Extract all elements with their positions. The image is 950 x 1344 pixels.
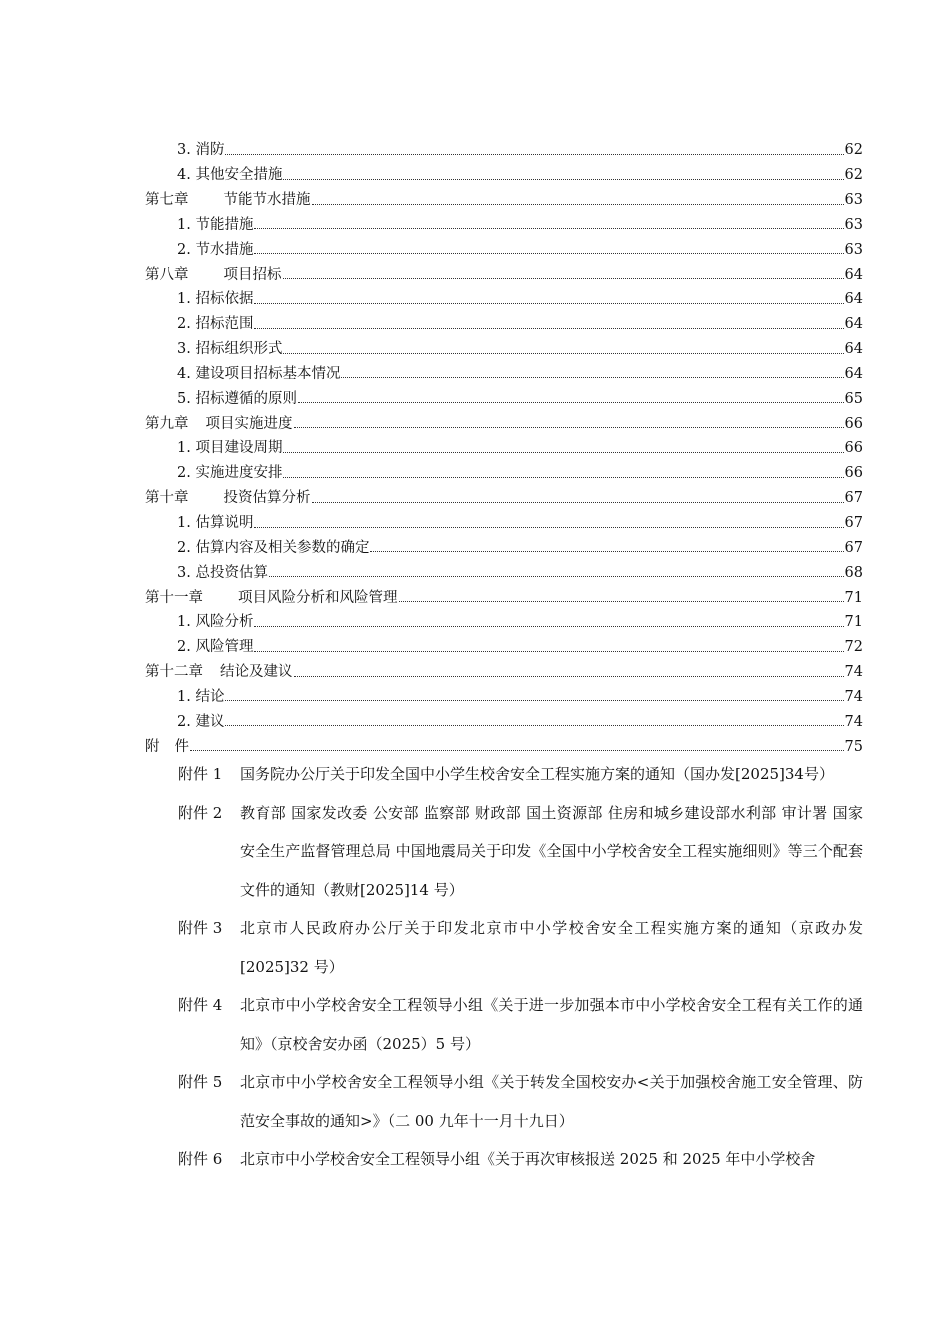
toc-chapter-row[interactable] (145, 729, 863, 754)
toc-section-row[interactable] (145, 555, 863, 580)
toc-section-row[interactable] (145, 332, 863, 357)
attachments-list (178, 755, 863, 1179)
toc-entry-title (145, 740, 189, 755)
toc-chapter-row[interactable] (145, 183, 863, 208)
toc-dot-leader (298, 402, 844, 403)
toc-chapter-title: 投资估算分析 (223, 490, 311, 507)
toc-page-number: 66 (844, 465, 863, 482)
toc-entry-title: 3. 总投资估算 (177, 564, 268, 581)
attachment-label: 附件 6 (178, 1150, 223, 1168)
toc-page-number: 62 (844, 167, 863, 184)
toc-page-number: 64 (844, 316, 863, 333)
toc-page-number: 66 (844, 440, 863, 457)
toc-chapter-title: 结论及建议 (220, 664, 293, 681)
toc-entry-title: 2. 实施进度安排 (177, 465, 283, 482)
attachment-text: 北京市人民政府办公厅关于印发北京市中小学校舍安全工程实施方案的通知（京政办发[2025]32 号） (240, 919, 863, 976)
attachment-item (178, 909, 863, 986)
toc-dot-leader (254, 228, 843, 229)
toc-entry-title: 1. 招标依据 (177, 291, 254, 308)
toc-section-row[interactable] (145, 431, 863, 456)
toc-dot-leader (269, 576, 844, 577)
toc-dot-leader (190, 750, 844, 751)
toc-dot-leader (254, 253, 843, 254)
toc-section-row[interactable] (145, 531, 863, 556)
attachment-text: 教育部 国家发改委 公安部 监察部 财政部 国土资源部 住房和城乡建设部水利部 审计署 国家安全生产监督管理总局 中国地震局关于印发《全国中小学校舍安全工程实施细则》等三个配套文件的通知（教财[2025]14 号） (240, 803, 863, 899)
toc-entry-title: 4. 其他安全措施 (177, 167, 283, 184)
toc-dot-leader (294, 676, 844, 677)
attachment-label: 附件 2 (178, 803, 223, 822)
toc-dot-leader (399, 601, 844, 602)
toc-section-row[interactable] (145, 307, 863, 332)
toc-page-number: 67 (844, 515, 863, 531)
toc-dot-leader (254, 328, 843, 329)
toc-chapter-title: 项目实施进度 (205, 415, 293, 432)
toc-page-number: 62 (844, 142, 863, 159)
toc-chapter-number: 第七章 (145, 192, 189, 209)
toc-section-row[interactable] (145, 208, 863, 233)
toc-entry-title: 1. 项目建设周期 (177, 440, 283, 457)
toc-page-number: 68 (844, 564, 863, 581)
toc-chapter-row[interactable] (145, 406, 863, 431)
toc-chapter-row[interactable] (145, 580, 863, 605)
toc-section-row[interactable] (145, 704, 863, 729)
attachment-text: 国务院办公厅关于印发全国中小学生校舍安全工程实施方案的通知（国办发[2025]34号） (240, 765, 834, 783)
toc-entry-title: 3. 招标组织形式 (177, 341, 283, 358)
attachment-label: 附件 4 (178, 996, 223, 1014)
attachment-label: 附件 3 (178, 919, 223, 937)
toc-section-row[interactable] (145, 158, 863, 183)
toc-dot-leader (283, 452, 843, 453)
attachment-label: 附件 5 (178, 1073, 223, 1091)
toc-page-number: 75 (844, 738, 863, 755)
toc-page-number: 65 (844, 390, 863, 407)
toc-section-row[interactable] (145, 456, 863, 481)
attachment-text: 北京市中小学校舍安全工程领导小组《关于转发全国校安办<关于加强校舍施工安全管理、防范安全事故的通知>》（二 00 九年十一月十九日） (240, 1073, 863, 1130)
toc-dot-leader (254, 626, 843, 627)
toc-section-row[interactable] (145, 232, 863, 257)
toc-page-number: 66 (844, 415, 863, 432)
toc-section-row[interactable] (145, 282, 863, 307)
toc-page-number: 64 (844, 266, 863, 283)
toc-dot-leader (254, 651, 843, 652)
toc-entry-title: 1. 结论 (177, 688, 225, 705)
toc-page-number: 71 (844, 614, 863, 631)
toc-entry-title (145, 193, 311, 208)
toc-dot-leader (370, 551, 843, 552)
toc-section-row[interactable] (145, 680, 863, 705)
toc-entry-title: 1. 风险分析 (177, 614, 254, 631)
toc-dot-leader (283, 278, 844, 279)
toc-chapter-number: 第十章 (145, 490, 189, 507)
toc-chapter-number: 第十二章 (145, 664, 203, 681)
attachment-text: 北京市中小学校舍安全工程领导小组《关于再次审核报送 2025 和 2025 年中小学校舍 (240, 1150, 816, 1168)
toc-section-row[interactable] (145, 506, 863, 531)
attachment-item (178, 794, 863, 910)
toc-section-row[interactable] (145, 133, 863, 158)
attachment-item (178, 1140, 863, 1179)
toc-section-row[interactable] (145, 381, 863, 406)
toc-dot-leader (225, 700, 843, 701)
toc-page-number: 74 (844, 713, 863, 730)
toc-dot-leader (225, 725, 843, 726)
toc-dot-leader (283, 477, 843, 478)
toc-page-number: 71 (844, 589, 863, 606)
toc-entry-title: 1. 节能措施 (177, 216, 254, 233)
attachment-text: 北京市中小学校舍安全工程领导小组《关于进一步加强本市中小学校舍安全工程有关工作的通知》（京校舍安办函（2025）5 号） (240, 996, 863, 1053)
toc-entry-title: 4. 建设项目招标基本情况 (177, 365, 341, 382)
toc-section-row[interactable] (145, 605, 863, 630)
toc-page-number: 64 (844, 341, 863, 358)
attachment-label: 附件 1 (178, 765, 223, 783)
toc-page-number: 74 (844, 688, 863, 705)
toc-entry-title (145, 665, 293, 680)
attachment-item (178, 755, 863, 794)
toc-dot-leader (225, 154, 843, 155)
toc-entry-title (145, 417, 293, 432)
attachment-item (178, 1063, 863, 1140)
toc-chapter-title: 项目招标 (223, 266, 282, 283)
toc-entry-title: 3. 消防 (177, 142, 225, 159)
table-of-contents (145, 133, 863, 754)
attachment-item (178, 986, 863, 1063)
toc-entry-title: 2. 建议 (177, 713, 225, 730)
toc-dot-leader (312, 204, 844, 205)
toc-page-number: 63 (844, 216, 863, 233)
toc-entry-title (145, 591, 398, 606)
toc-page-number: 63 (844, 192, 863, 209)
toc-page-number: 63 (844, 241, 863, 258)
toc-dot-leader (341, 377, 843, 378)
toc-section-row[interactable] (145, 357, 863, 382)
toc-dot-leader (254, 303, 843, 304)
toc-chapter-row[interactable] (145, 655, 863, 680)
toc-entry-title: 2. 招标范围 (177, 316, 254, 333)
toc-dot-leader (294, 427, 844, 428)
toc-dot-leader (283, 179, 843, 180)
toc-page-number: 64 (844, 291, 863, 308)
toc-chapter-title: 项目风险分析和风险管理 (238, 589, 398, 606)
toc-page-number: 74 (844, 664, 863, 681)
toc-chapter-number: 第九章 (145, 415, 189, 432)
toc-entry-title: 1. 估算说明 (177, 515, 254, 531)
toc-section-row[interactable] (145, 630, 863, 655)
toc-dot-leader (312, 502, 844, 503)
toc-entry-title (145, 268, 282, 283)
toc-page-number: 67 (844, 490, 863, 507)
toc-chapter-title: 节能节水措施 (223, 192, 311, 209)
toc-entry-title: 2. 节水措施 (177, 241, 254, 258)
toc-page-number: 64 (844, 365, 863, 382)
toc-page-number: 72 (844, 639, 863, 656)
toc-entry-title: 5. 招标遵循的原则 (177, 390, 297, 407)
toc-chapter-row[interactable] (145, 257, 863, 282)
toc-chapter-number: 第十一章 (145, 589, 203, 606)
toc-dot-leader (283, 353, 843, 354)
toc-chapter-number: 第八章 (145, 266, 189, 283)
toc-entry-title: 2. 估算内容及相关参数的确定 (177, 539, 370, 556)
toc-chapter-number: 附 (145, 738, 160, 755)
toc-chapter-title: 件 (174, 738, 189, 755)
toc-chapter-row[interactable] (145, 481, 863, 506)
toc-page-number: 67 (844, 539, 863, 556)
toc-entry-title (145, 491, 311, 506)
toc-entry-title: 2. 风险管理 (177, 639, 254, 656)
toc-dot-leader (254, 527, 843, 528)
